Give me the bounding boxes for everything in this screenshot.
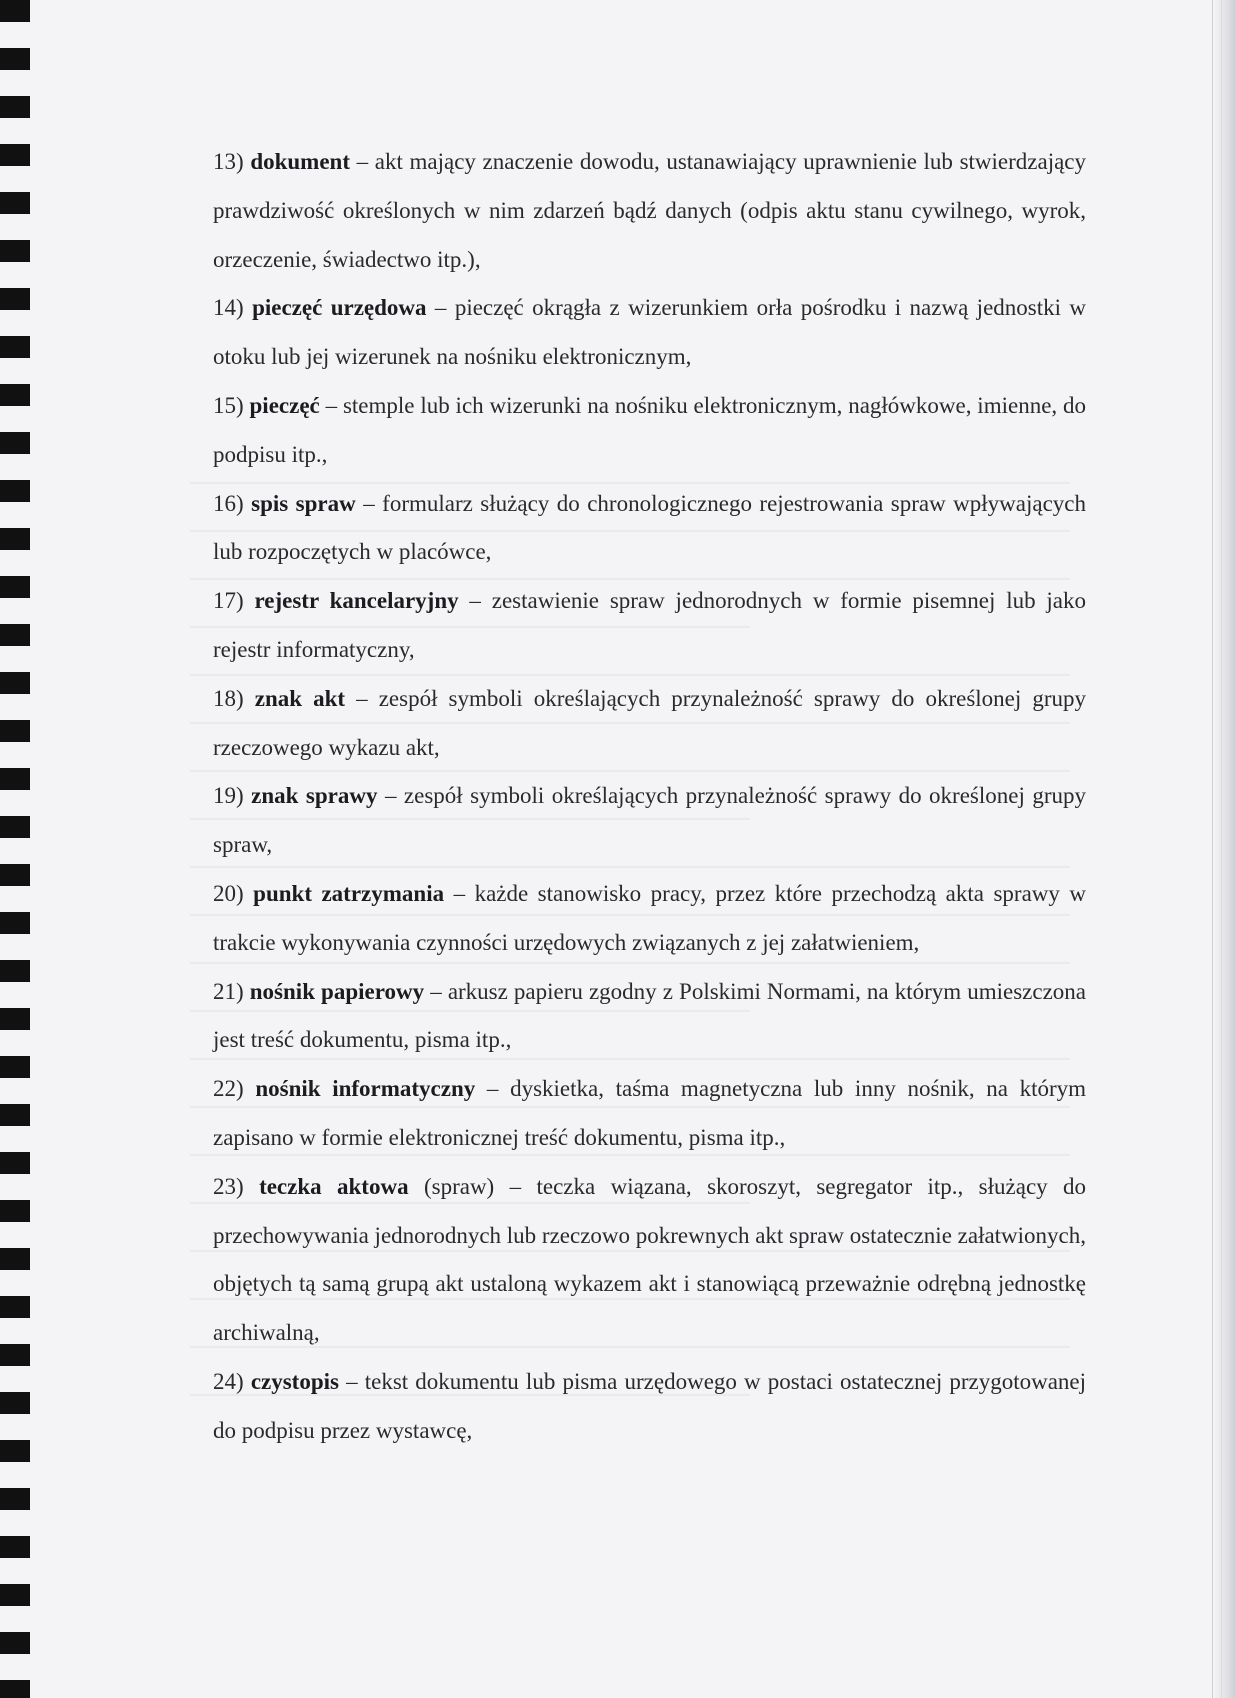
definition-item (213, 772, 1086, 870)
definition-item (213, 1163, 1086, 1358)
item-number: 14) (213, 295, 244, 321)
definition-term: znak sprawy (251, 783, 378, 809)
definition-item (213, 1358, 1086, 1456)
definition-item (213, 138, 1086, 284)
definition-item (213, 577, 1086, 675)
definition-term-qualifier: (spraw) (408, 1173, 495, 1199)
item-number: 13) (213, 149, 244, 174)
item-number: 21) (213, 978, 244, 1004)
definition-item (213, 1065, 1086, 1163)
definition-text: – stemple lub ich wizerunki na nośniku elektronicznym, nagłówkowe, imienne, do podpisu itp., (213, 392, 1086, 467)
definition-text: – formularz służący do chronologicznego rejestrowania spraw wpływających lub rozpoczętych w placówce, (213, 490, 1086, 565)
definition-text: – zespół symboli określających przynależność sprawy do określonej grupy rzeczowego wykazu akt, (213, 685, 1087, 760)
definition-text: – arkusz papieru zgodny z Polskimi Normami, na którym umieszczona jest treść dokumentu, pisma itp., (213, 978, 1086, 1053)
item-number: 22) (213, 1076, 244, 1102)
definition-term: dokument (250, 149, 351, 174)
definition-text: – zestawienie spraw jednorodnych w formie pisemnej lub jako rejestr informatyczny, (213, 588, 1086, 662)
definition-item (213, 284, 1086, 382)
definition-item (213, 870, 1086, 968)
definition-term: nośnik informatyczny (255, 1076, 476, 1102)
definition-term: czystopis (250, 1368, 339, 1394)
item-number: 16) (213, 490, 244, 516)
definition-term: spis spraw (251, 490, 356, 516)
definition-term: nośnik papierowy (249, 978, 425, 1004)
definition-item (213, 675, 1086, 773)
definition-item (213, 382, 1086, 480)
item-number: 20) (213, 880, 244, 906)
definition-text: – teczka wiązana, skoroszyt, segregator itp., służący do przechowywania jednorodnych lub rzeczowo pokrewnych akt spraw ostatecznie załatwionych, objętych tą samą grupą akt ustaloną wykazem akt i stanowiącą przeważnie odrębną jednostkę archiwalną, (213, 1173, 1087, 1346)
definition-term: punkt zatrzymania (253, 880, 445, 906)
definition-term: znak akt (254, 685, 346, 711)
definition-term: pieczęć (249, 392, 320, 418)
item-number: 23) (213, 1173, 244, 1199)
definition-term: rejestr kancelaryjny (254, 588, 459, 614)
item-number: 19) (213, 783, 244, 809)
spiral-binding-edge (0, 0, 30, 1698)
item-number: 15) (213, 392, 244, 418)
definition-text: – zespół symboli określających przynależność sprawy do określonej grupy spraw, (213, 783, 1087, 858)
item-number: 18) (213, 685, 244, 711)
definition-item (213, 968, 1086, 1066)
definition-term: pieczęć urzędowa (252, 295, 427, 321)
definition-item (213, 480, 1086, 578)
definition-text: – pieczęć okrągła z wizerunkiem orła pośrodku i nazwą jednostki w otoku lub jej wizerunek na nośniku elektronicznym, (213, 295, 1087, 370)
definition-text: – dyskietka, taśma magnetyczna lub inny nośnik, na którym zapisano w formie elektronicznej treść dokumentu, pisma itp., (213, 1076, 1087, 1150)
item-number: 24) (213, 1368, 244, 1394)
page-right-edge (1212, 0, 1235, 1698)
definition-term: teczka aktowa (259, 1173, 409, 1199)
definition-text: – każde stanowisko pracy, przez które przechodzą akta sprawy w trakcie wykonywania czynności urzędowych związanych z jej załatwieniem, (213, 880, 1086, 955)
definition-text: – akt mający znaczenie dowodu, ustanawiający uprawnienie lub stwierdzający prawdziwość określonych w nim zdarzeń bądź danych (odpis aktu stanu cywilnego, wyrok, orzeczenie, świadectwo itp.), (213, 149, 1087, 272)
document-page (213, 138, 1086, 1456)
item-number: 17) (213, 588, 244, 614)
definition-text: – tekst dokumentu lub pisma urzędowego w postaci ostatecznej przygotowanej do podpisu przez wystawcę, (213, 1368, 1087, 1443)
